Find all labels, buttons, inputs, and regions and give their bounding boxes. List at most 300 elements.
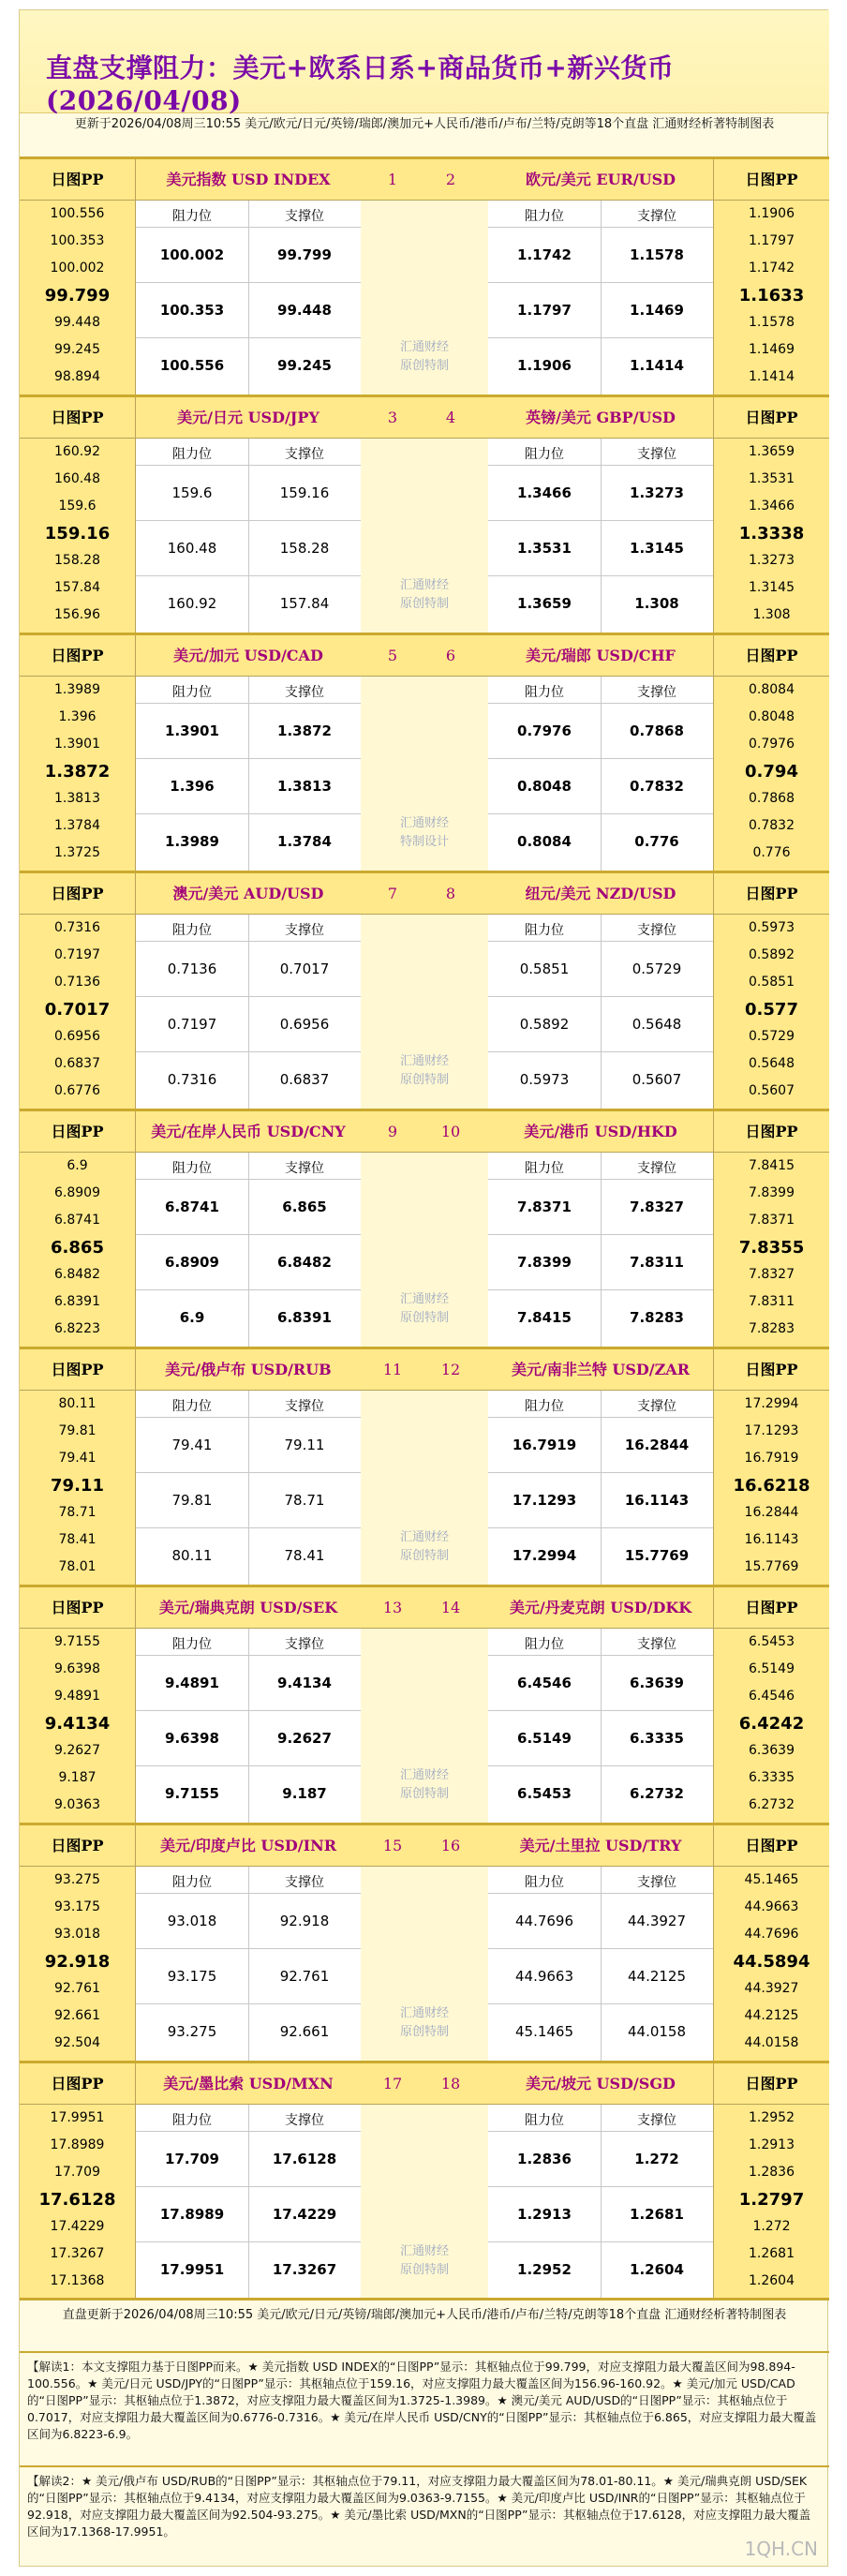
pivot-value: 1.2797 bbox=[738, 2190, 805, 2210]
pp-value: 1.1414 bbox=[749, 369, 795, 384]
pair-numbers bbox=[361, 397, 488, 439]
support-value: 1.308 bbox=[634, 595, 679, 612]
resistance-value: 9.7155 bbox=[165, 1785, 219, 1802]
pp-value: 17.2994 bbox=[744, 1396, 799, 1411]
level-row bbox=[488, 1418, 713, 1473]
level-row bbox=[136, 942, 361, 997]
resistance-value: 16.7919 bbox=[512, 1437, 577, 1453]
pp-value: 44.7696 bbox=[744, 1927, 799, 1942]
bottom-update-line: 直盘更新于2026/04/08周三10:55 美元/欧元/日元/英镑/瑞郎/澳加元+人民币/港币/卢布/兰特/克朗等18个直盘 汇通财经析著特制图表 bbox=[20, 2298, 829, 2345]
pp-value: 0.7868 bbox=[749, 791, 795, 806]
resistance-value: 0.7316 bbox=[167, 1071, 217, 1088]
support-value: 6.8391 bbox=[277, 1309, 332, 1326]
pair-number: 13 bbox=[382, 1599, 403, 1616]
levels-header bbox=[488, 1391, 713, 1418]
levels-header bbox=[488, 439, 713, 466]
pair-middle bbox=[136, 1825, 713, 2061]
support-header: 支撑位 bbox=[285, 1161, 324, 1176]
pp-value: 6.8223 bbox=[54, 1321, 100, 1336]
support-value: 159.16 bbox=[279, 484, 330, 501]
resistance-value: 17.8989 bbox=[159, 2206, 225, 2223]
resistance-header: 阻力位 bbox=[172, 685, 212, 700]
level-row bbox=[136, 1473, 361, 1528]
levels-header bbox=[136, 1153, 361, 1180]
pp-value: 9.187 bbox=[58, 1770, 97, 1785]
support-header: 支撑位 bbox=[637, 209, 676, 224]
pair-title: 美元/在岸人民币 USD/CNY bbox=[136, 1111, 361, 1153]
pp-column-right bbox=[713, 635, 829, 871]
resistance-value: 6.8741 bbox=[165, 1199, 219, 1215]
pp-value: 0.5851 bbox=[749, 975, 795, 990]
resistance-value: 44.7696 bbox=[514, 1913, 574, 1929]
levels-table bbox=[488, 1629, 713, 1823]
levels-table bbox=[488, 677, 713, 871]
pp-value: 44.9663 bbox=[744, 1899, 799, 1914]
level-row bbox=[488, 283, 713, 338]
resistance-value: 17.1293 bbox=[512, 1492, 577, 1509]
level-row bbox=[488, 1766, 713, 1822]
pair-row bbox=[20, 1109, 829, 1347]
pp-value: 0.5973 bbox=[749, 920, 795, 935]
pp-value: 158.28 bbox=[54, 553, 100, 568]
pp-value: 80.11 bbox=[58, 1396, 97, 1411]
support-header: 支撑位 bbox=[285, 1399, 324, 1414]
support-value: 44.3927 bbox=[627, 1913, 687, 1929]
pp-value: 1.2681 bbox=[749, 2246, 795, 2261]
levels-table bbox=[136, 677, 361, 871]
levels-header bbox=[488, 201, 713, 228]
pair-title: 美元/日元 USD/JPY bbox=[136, 397, 361, 439]
support-header: 支撑位 bbox=[637, 1399, 676, 1414]
pp-column-left bbox=[20, 159, 136, 395]
levels-header bbox=[136, 915, 361, 942]
pp-value: 16.1143 bbox=[744, 1532, 799, 1547]
watermark-text: 汇通财经 bbox=[399, 2244, 449, 2258]
pair-title: 澳元/美元 AUD/USD bbox=[136, 873, 361, 915]
support-value: 9.2627 bbox=[277, 1730, 332, 1747]
pair-title: 美元/坡元 USD/SGD bbox=[488, 2063, 713, 2105]
pp-header: 日图PP bbox=[714, 635, 829, 677]
pp-value: 0.7976 bbox=[749, 737, 795, 752]
pp-value: 9.2627 bbox=[54, 1743, 100, 1758]
pp-value: 78.41 bbox=[58, 1532, 97, 1547]
levels-table bbox=[136, 915, 361, 1109]
pp-value: 1.2836 bbox=[749, 2165, 795, 2180]
pp-value: 1.272 bbox=[752, 2219, 791, 2234]
watermark-text: 汇通财经 bbox=[399, 1292, 449, 1306]
pair-numbers bbox=[361, 1349, 488, 1391]
resistance-value: 1.2836 bbox=[517, 2151, 572, 2167]
pp-value: 7.8327 bbox=[749, 1267, 795, 1282]
pp-value: 93.018 bbox=[54, 1927, 100, 1942]
level-row bbox=[488, 1656, 713, 1711]
support-value: 44.2125 bbox=[627, 1968, 687, 1985]
pair-title: 美元指数 USD INDEX bbox=[136, 159, 361, 201]
pair-title: 美元/墨比索 USD/MXN bbox=[136, 2063, 361, 2105]
pp-value: 0.5607 bbox=[749, 1083, 795, 1098]
watermark-text: 汇通财经 bbox=[399, 1054, 449, 1068]
watermark-text: 汇通财经 bbox=[399, 2006, 449, 2020]
pp-header: 日图PP bbox=[20, 2063, 135, 2105]
pp-value: 0.6956 bbox=[54, 1029, 100, 1044]
pivot-value: 0.577 bbox=[745, 1000, 798, 1020]
pivot-value: 1.3872 bbox=[44, 762, 111, 782]
pivot-value: 16.6218 bbox=[733, 1476, 810, 1496]
support-value: 6.3639 bbox=[630, 1675, 684, 1691]
pp-value: 92.761 bbox=[54, 1981, 100, 1996]
resistance-value: 6.4546 bbox=[517, 1675, 572, 1691]
support-value: 78.41 bbox=[284, 1547, 325, 1564]
levels-header bbox=[136, 201, 361, 228]
watermark-box bbox=[361, 1629, 488, 1823]
level-row bbox=[488, 1528, 713, 1584]
pp-value: 100.002 bbox=[50, 261, 105, 275]
resistance-value: 7.8399 bbox=[517, 1254, 572, 1271]
pp-value: 1.3531 bbox=[749, 471, 795, 486]
support-header: 支撑位 bbox=[285, 1637, 324, 1652]
pair-numbers bbox=[361, 159, 488, 201]
resistance-value: 0.7976 bbox=[517, 722, 572, 739]
pair-row bbox=[20, 156, 829, 395]
resistance-value: 79.41 bbox=[171, 1437, 213, 1453]
pair-numbers bbox=[361, 1825, 488, 1867]
pair-title: 美元/南非兰特 USD/ZAR bbox=[488, 1349, 713, 1391]
resistance-value: 1.1742 bbox=[517, 246, 572, 263]
resistance-value: 0.8084 bbox=[517, 833, 572, 850]
pp-value: 0.776 bbox=[752, 845, 791, 860]
level-row bbox=[136, 1656, 361, 1711]
levels-table bbox=[488, 1391, 713, 1585]
level-row bbox=[488, 1235, 713, 1290]
pp-value: 0.6776 bbox=[54, 1083, 100, 1098]
pair-middle bbox=[136, 1111, 713, 1347]
pp-value: 1.1906 bbox=[749, 206, 795, 221]
support-value: 9.187 bbox=[282, 1785, 327, 1802]
level-row bbox=[488, 1949, 713, 2004]
watermark-text: 原创特制 bbox=[399, 1311, 449, 1325]
resistance-value: 6.5149 bbox=[517, 1730, 572, 1747]
support-header: 支撑位 bbox=[285, 447, 324, 462]
support-value: 6.8482 bbox=[277, 1254, 332, 1271]
pp-header: 日图PP bbox=[20, 1825, 135, 1867]
levels-header bbox=[136, 439, 361, 466]
pp-value: 79.41 bbox=[58, 1451, 97, 1466]
pp-value: 44.3927 bbox=[744, 1981, 799, 1996]
levels-table bbox=[136, 1867, 361, 2061]
levels-header bbox=[488, 1629, 713, 1656]
level-row bbox=[136, 1418, 361, 1473]
pp-column-right bbox=[713, 397, 829, 633]
pp-column-right bbox=[713, 1587, 829, 1823]
pp-value: 6.5453 bbox=[749, 1634, 795, 1649]
watermark-text: 汇通财经 bbox=[399, 1530, 449, 1544]
levels-table bbox=[488, 201, 713, 395]
support-value: 0.7017 bbox=[279, 960, 330, 977]
support-value: 0.7868 bbox=[630, 722, 684, 739]
level-row bbox=[488, 1290, 713, 1346]
pp-value: 7.8415 bbox=[749, 1158, 795, 1173]
analysis-note-1: 【解读1：本文支撑阻力基于日图PP而来。★ 美元指数 USD INDEX的“日图PP”显示：其枢轴点位于99.799，对应支撑阻力最大覆盖区间为98.894-100.556。★ 美元/日元 USD/JPY的“日图PP”显示：其枢轴点位于159.16，对应支撑阻力最大覆盖区间为156.96-160.92。★ 美元/加元 USD/CAD的“日图PP”显示：其枢轴点位于1.3872，对应支撑阻力最大覆盖区间为1.3725-1.3989。★ 澳元/美元 AUD/USD的“日图PP”显示：其枢轴点位于0.7017，对应支撑阻力最大覆盖区间为0.6776-0.7316。★ 美元/在岸人民币 USD/CNY的“日图PP”显示：其枢轴点位于6.865，对应支撑阻力最大覆盖区间为6.8223-6.9。 bbox=[20, 2351, 829, 2462]
pair-middle bbox=[136, 1349, 713, 1585]
pp-value: 0.6837 bbox=[54, 1056, 100, 1071]
pair-numbers bbox=[361, 1587, 488, 1629]
pair-number: 18 bbox=[440, 2075, 461, 2092]
pair-row bbox=[20, 633, 829, 871]
pp-value: 45.1465 bbox=[744, 1872, 799, 1887]
level-row bbox=[488, 1894, 713, 1949]
pp-value: 9.6398 bbox=[54, 1661, 100, 1676]
pair-numbers bbox=[361, 1111, 488, 1153]
level-row bbox=[136, 2132, 361, 2187]
pair-numbers bbox=[361, 2063, 488, 2105]
resistance-header: 阻力位 bbox=[525, 2113, 564, 2128]
resistance-value: 6.5453 bbox=[517, 1785, 572, 1802]
support-value: 0.5648 bbox=[632, 1016, 682, 1033]
watermark-text: 原创特制 bbox=[399, 359, 449, 373]
pp-value: 15.7769 bbox=[744, 1559, 799, 1574]
support-header: 支撑位 bbox=[285, 685, 324, 700]
levels-header bbox=[488, 1153, 713, 1180]
pair-middle bbox=[136, 2063, 713, 2299]
pp-column-left bbox=[20, 635, 136, 871]
resistance-value: 160.92 bbox=[167, 595, 217, 612]
support-header: 支撑位 bbox=[637, 2113, 676, 2128]
level-row bbox=[488, 2187, 713, 2242]
level-row bbox=[488, 1473, 713, 1528]
pair-row bbox=[20, 395, 829, 633]
pair-row bbox=[20, 1823, 829, 2061]
pp-value: 92.504 bbox=[54, 2035, 100, 2050]
support-value: 9.4134 bbox=[277, 1675, 332, 1691]
pivot-value: 159.16 bbox=[44, 524, 111, 543]
pp-column-left bbox=[20, 1825, 136, 2061]
watermark-box bbox=[361, 915, 488, 1109]
pair-middle bbox=[136, 159, 713, 395]
resistance-header: 阻力位 bbox=[172, 1875, 212, 1890]
support-value: 99.245 bbox=[277, 357, 332, 374]
support-value: 1.3273 bbox=[630, 484, 684, 501]
pp-header: 日图PP bbox=[714, 159, 829, 201]
support-value: 92.918 bbox=[279, 1913, 330, 1929]
pp-value: 99.448 bbox=[54, 315, 100, 330]
resistance-value: 1.1906 bbox=[517, 357, 572, 374]
resistance-header: 阻力位 bbox=[172, 447, 212, 462]
levels-table bbox=[488, 1867, 713, 2061]
pair-row bbox=[20, 2061, 829, 2299]
level-row bbox=[488, 704, 713, 759]
support-value: 1.2681 bbox=[630, 2206, 684, 2223]
support-value: 7.8283 bbox=[630, 1309, 684, 1326]
pp-header: 日图PP bbox=[20, 397, 135, 439]
pp-column-left bbox=[20, 1349, 136, 1585]
pp-value: 160.92 bbox=[54, 444, 100, 459]
level-row bbox=[136, 1711, 361, 1766]
pp-value: 44.2125 bbox=[744, 2008, 799, 2023]
pp-value: 0.5892 bbox=[749, 947, 795, 962]
pp-header: 日图PP bbox=[20, 635, 135, 677]
level-row bbox=[136, 283, 361, 338]
resistance-header: 阻力位 bbox=[172, 1399, 212, 1414]
pp-value: 17.709 bbox=[54, 2165, 100, 2180]
pp-header: 日图PP bbox=[714, 1111, 829, 1153]
resistance-value: 79.81 bbox=[171, 1492, 213, 1509]
pp-value: 79.81 bbox=[58, 1423, 97, 1438]
pair-title: 美元/俄卢布 USD/RUB bbox=[136, 1349, 361, 1391]
watermark-box bbox=[361, 1867, 488, 2061]
level-row bbox=[488, 521, 713, 576]
support-header: 支撑位 bbox=[637, 923, 676, 938]
watermark-text: 汇通财经 bbox=[399, 340, 449, 354]
support-value: 44.0158 bbox=[627, 2023, 687, 2040]
pp-header: 日图PP bbox=[714, 1825, 829, 1867]
pivot-value: 1.1633 bbox=[738, 286, 805, 305]
resistance-value: 1.3901 bbox=[165, 722, 219, 739]
pp-value: 78.01 bbox=[58, 1559, 97, 1574]
pp-value: 6.3335 bbox=[749, 1770, 795, 1785]
support-value: 1.3813 bbox=[277, 778, 332, 795]
pp-value: 1.2604 bbox=[749, 2273, 795, 2288]
pp-value: 0.5729 bbox=[749, 1029, 795, 1044]
watermark-text: 原创特制 bbox=[399, 597, 449, 611]
pp-value: 1.1578 bbox=[749, 315, 795, 330]
pivot-value: 79.11 bbox=[51, 1476, 104, 1496]
pp-value: 17.9951 bbox=[50, 2110, 105, 2125]
resistance-value: 17.2994 bbox=[512, 1547, 577, 1564]
level-row bbox=[136, 1052, 361, 1108]
support-value: 7.8327 bbox=[630, 1199, 684, 1215]
analysis-note-2: 【解读2：★ 美元/俄卢布 USD/RUB的“日图PP”显示：其枢轴点位于79.11，对应支撑阻力最大覆盖区间为78.01-80.11。★ 美元/瑞典克朗 USD/SEK的“日图PP”显示：其枢轴点位于9.4134，对应支撑阻力最大覆盖区间为9.0363-9.7155。★ 美元/印度卢比 USD/INR的“日图PP”显示：其枢轴点位于92.918，对应支撑阻力最大覆盖区间为92.504-93.275。★ 美元/墨比索 USD/MXN的“日图PP”显示：其枢轴点位于17.6128，对应支撑阻力最大覆盖区间为17.1368-17.9951。 bbox=[20, 2465, 829, 2567]
pivot-value: 6.865 bbox=[51, 1238, 104, 1258]
title-banner bbox=[20, 10, 829, 116]
watermark-box bbox=[361, 439, 488, 633]
resistance-header: 阻力位 bbox=[525, 447, 564, 462]
support-value: 17.6128 bbox=[272, 2151, 337, 2167]
support-value: 0.6837 bbox=[279, 1071, 330, 1088]
resistance-value: 159.6 bbox=[171, 484, 213, 501]
pair-numbers bbox=[361, 873, 488, 915]
support-value: 1.2604 bbox=[630, 2261, 684, 2278]
resistance-value: 6.8909 bbox=[165, 1254, 219, 1271]
resistance-header: 阻力位 bbox=[172, 209, 212, 224]
pp-header: 日图PP bbox=[714, 1349, 829, 1391]
support-value: 1.1469 bbox=[630, 302, 684, 319]
resistance-header: 阻力位 bbox=[525, 923, 564, 938]
pair-middle bbox=[136, 873, 713, 1109]
level-row bbox=[488, 997, 713, 1052]
pivot-value: 6.4242 bbox=[738, 1714, 805, 1734]
resistance-value: 1.3659 bbox=[517, 595, 572, 612]
support-value: 6.865 bbox=[282, 1199, 327, 1215]
watermark-text: 原创特制 bbox=[399, 1787, 449, 1801]
support-value: 1.272 bbox=[634, 2151, 679, 2167]
pp-value: 1.1797 bbox=[749, 233, 795, 248]
resistance-value: 1.3989 bbox=[165, 833, 219, 850]
resistance-value: 93.018 bbox=[167, 1913, 217, 1929]
pivot-value: 0.794 bbox=[745, 762, 798, 782]
support-header: 支撑位 bbox=[637, 1637, 676, 1652]
pp-value: 1.1742 bbox=[749, 261, 795, 275]
watermark-text: 原创特制 bbox=[399, 1549, 449, 1563]
support-value: 158.28 bbox=[279, 540, 330, 557]
level-row bbox=[136, 759, 361, 814]
resistance-header: 阻力位 bbox=[525, 1637, 564, 1652]
level-row bbox=[136, 2004, 361, 2060]
footer-watermark: 1QH.CN bbox=[744, 2538, 818, 2560]
watermark-box bbox=[361, 1391, 488, 1585]
level-row bbox=[488, 1052, 713, 1108]
resistance-header: 阻力位 bbox=[525, 685, 564, 700]
resistance-value: 160.48 bbox=[167, 540, 217, 557]
resistance-value: 9.4891 bbox=[165, 1675, 219, 1691]
support-value: 0.5729 bbox=[632, 960, 682, 977]
page-title: 直盘支撑阻力：美元+欧系日系+商品货币+新兴货币(2026/04/08) bbox=[46, 52, 675, 116]
resistance-header: 阻力位 bbox=[172, 1637, 212, 1652]
pair-row bbox=[20, 871, 829, 1109]
resistance-value: 1.2952 bbox=[517, 2261, 572, 2278]
level-row bbox=[136, 2187, 361, 2242]
watermark-text: 特制设计 bbox=[399, 835, 449, 849]
pp-column-left bbox=[20, 2063, 136, 2299]
pp-header: 日图PP bbox=[20, 1349, 135, 1391]
level-row bbox=[136, 338, 361, 394]
levels-table bbox=[488, 1153, 713, 1347]
watermark-text: 汇通财经 bbox=[399, 1768, 449, 1782]
support-value: 99.799 bbox=[277, 246, 332, 263]
resistance-value: 9.6398 bbox=[165, 1730, 219, 1747]
pp-value: 6.2732 bbox=[749, 1797, 795, 1812]
pp-value: 1.396 bbox=[58, 709, 97, 724]
pp-header: 日图PP bbox=[714, 397, 829, 439]
pp-value: 93.275 bbox=[54, 1872, 100, 1887]
pp-value: 160.48 bbox=[54, 471, 100, 486]
pp-value: 1.3725 bbox=[54, 845, 100, 860]
level-row bbox=[488, 814, 713, 870]
resistance-value: 44.9663 bbox=[514, 1968, 574, 1985]
pivot-value: 17.6128 bbox=[38, 2190, 116, 2210]
pp-value: 159.6 bbox=[58, 499, 97, 514]
watermark-text: 汇通财经 bbox=[399, 578, 449, 592]
levels-header bbox=[136, 1629, 361, 1656]
support-value: 6.3335 bbox=[630, 1730, 684, 1747]
pp-value: 1.3273 bbox=[749, 553, 795, 568]
pair-middle bbox=[136, 1587, 713, 1823]
pp-value: 16.2844 bbox=[744, 1505, 799, 1520]
pp-value: 1.3466 bbox=[749, 499, 795, 514]
resistance-header: 阻力位 bbox=[172, 1161, 212, 1176]
resistance-value: 1.396 bbox=[170, 778, 215, 795]
support-value: 6.2732 bbox=[630, 1785, 684, 1802]
support-value: 16.1143 bbox=[624, 1492, 690, 1509]
pair-number: 3 bbox=[387, 409, 398, 426]
pair-numbers bbox=[361, 635, 488, 677]
support-value: 1.3784 bbox=[277, 833, 332, 850]
resistance-value: 1.3531 bbox=[517, 540, 572, 557]
levels-table bbox=[488, 439, 713, 633]
pp-value: 0.7197 bbox=[54, 947, 100, 962]
pp-value: 6.8482 bbox=[54, 1267, 100, 1282]
support-value: 78.71 bbox=[284, 1492, 325, 1509]
pair-number: 15 bbox=[382, 1837, 403, 1854]
pp-value: 1.1469 bbox=[749, 342, 795, 357]
level-row bbox=[488, 2132, 713, 2187]
pp-header: 日图PP bbox=[714, 1587, 829, 1629]
level-row bbox=[136, 466, 361, 521]
pair-middle bbox=[136, 397, 713, 633]
pp-value: 1.2913 bbox=[749, 2137, 795, 2152]
pivot-value: 99.799 bbox=[44, 286, 111, 305]
levels-header bbox=[488, 677, 713, 704]
resistance-value: 0.8048 bbox=[517, 778, 572, 795]
